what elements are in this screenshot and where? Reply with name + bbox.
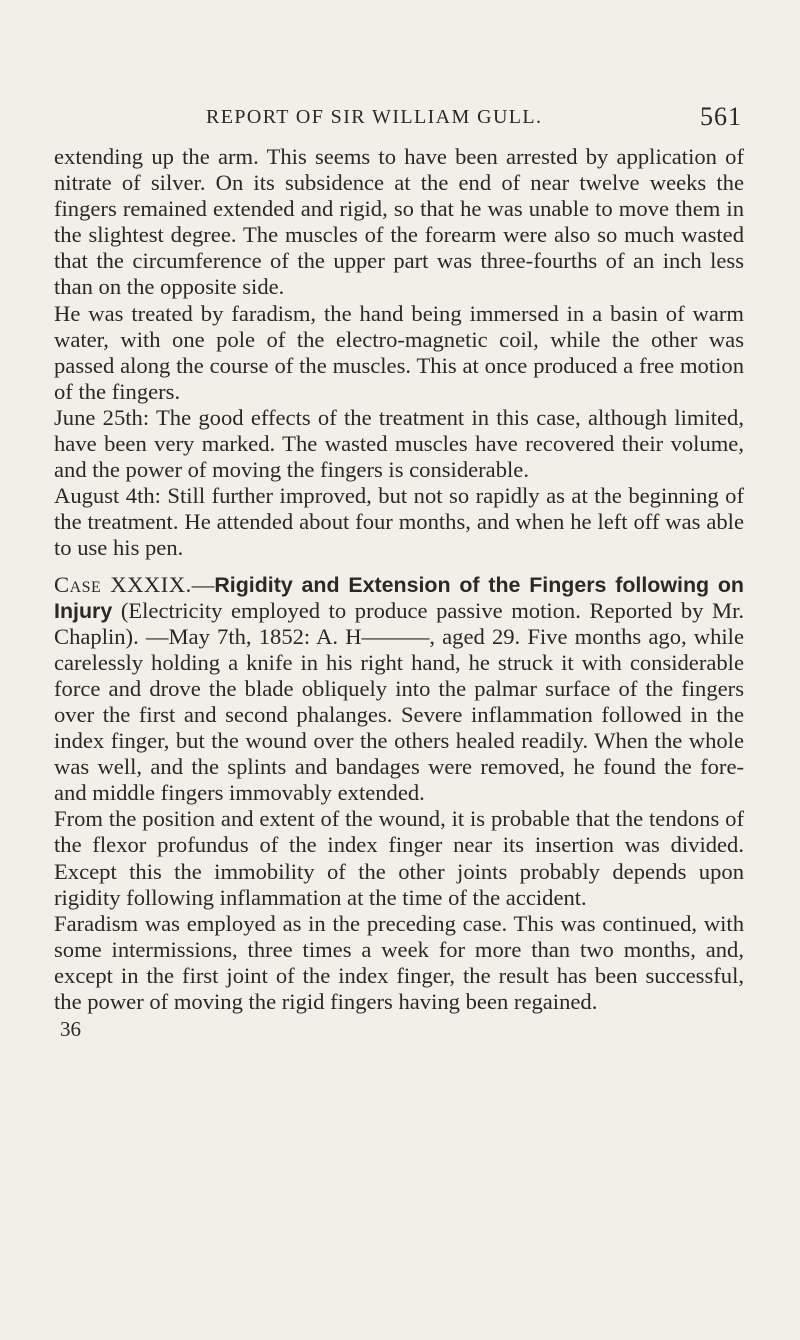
case-dash: — — [191, 571, 215, 597]
paragraph-continuation: extending up the arm. This seems to have been arrested by application of nitrate of silver. On its subsidence at the end of near twelve weeks the fingers remained extended and rigid, so that he was unable to move them in the slightest degree. The muscles of the forearm were also so much wasted that the circumference of the upper part was three-fourths of an inch less than on the opposite side. — [54, 144, 744, 300]
paragraph-treatment: He was treated by faradism, the hand being immersed in a basin of warm water, with one pole of the electro-magnetic coil, while the other was passed along the course of the muscles. This at once produced a free motion of the fingers. — [54, 300, 744, 404]
case-paragraph — [54, 572, 744, 807]
case-title: Rigidity and Extension of the Fingers following on Injury — [54, 572, 744, 623]
paragraph-august-4: August 4th: Still further improved, but not so rapidly as at the beginning of the treatment. He attended about four months, and when he left off was able to use his pen. — [54, 483, 744, 561]
paragraph-faradism-result: Faradism was employed as in the preceding case. This was continued, with some intermissions, three times a week for more than two months, and, except in the first joint of the index finger, the result has been successful, the power of moving the rigid fingers having been regained. — [54, 910, 744, 1014]
case-label: Case XXXIX. — [54, 571, 192, 597]
body-text — [54, 144, 744, 1041]
running-head — [54, 102, 744, 144]
paragraph-wound-position: From the position and extent of the wound, it is probable that the tendons of the flexor profundus of the index finger near its insertion was divided. Except this the immobility of the other joints probably depends upon rigidity following inflammation at the time of the accident. — [54, 806, 744, 910]
paragraph-june-25: June 25th: The good effects of the treatment in this case, although limited, have been very marked. The wasted muscles have recovered their volume, and the power of moving the fingers is considerable. — [54, 404, 744, 483]
page-number: 561 — [700, 102, 742, 131]
case-text: (Electricity employed to produce passive motion. Reported by Mr. Chaplin). —May 7th, 1852: A. H———, aged 29. Five months ago, while carelessly holding a knife in his right hand, he struck it with considerable force and drove the blade obliquely into the palmar surface of the fingers over the first and second phalanges. Severe inflammation followed in the index finger, but the wound over the others healed readily. When the whole was well, and the splints and bandages were removed, he found the fore- and middle fingers immovably extended. — [54, 597, 744, 806]
running-head-title: REPORT OF SIR WILLIAM GULL. — [206, 106, 543, 128]
book-page — [54, 102, 744, 1042]
signature-mark: 36 — [60, 1017, 81, 1042]
